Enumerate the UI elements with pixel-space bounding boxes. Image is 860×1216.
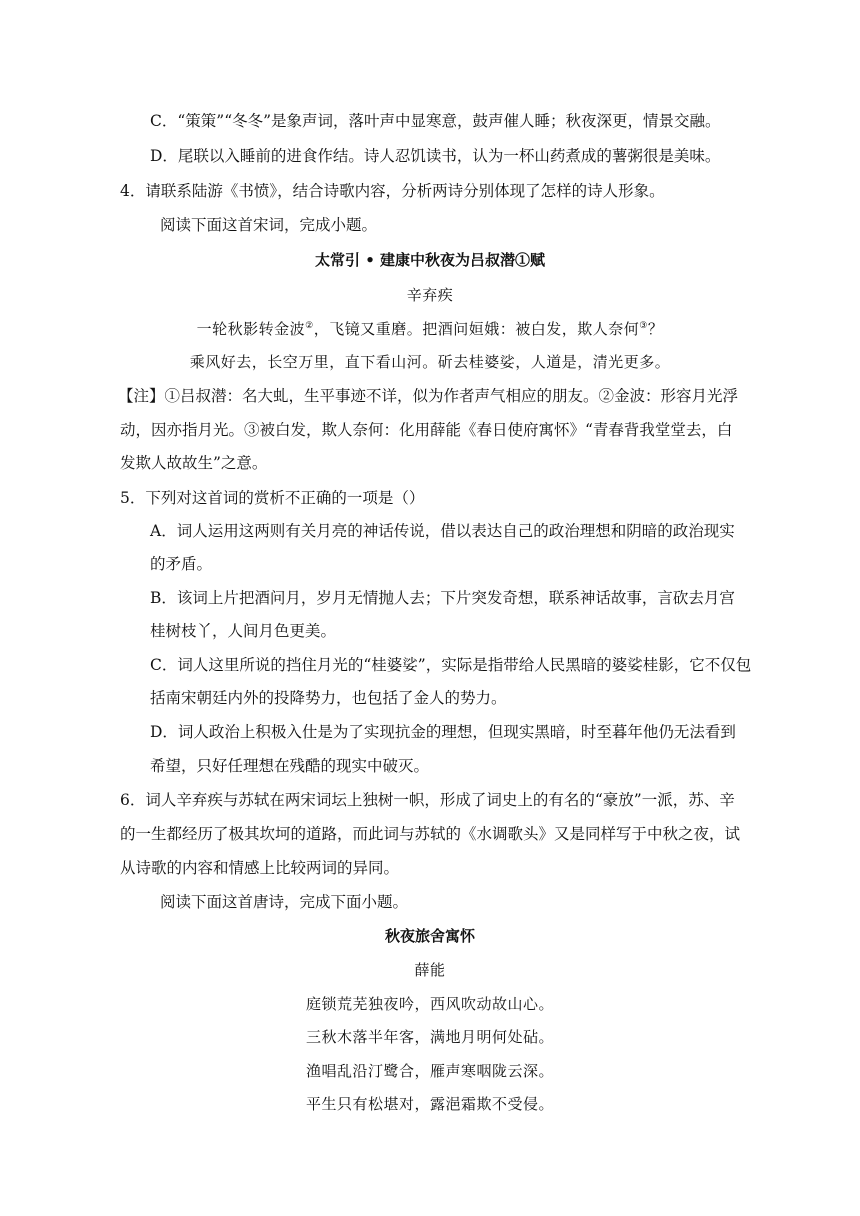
question-5: 5．下列对这首词的赏析不正确的一项是（） [120,489,425,507]
q5-option-c-line-2: 括南宋朝廷内外的投降势力，也包括了金人的势力。 [150,689,507,707]
poem2-author: 薛能 [414,961,446,979]
question-4: 4．请联系陆游《书愤》，结合诗歌内容，分析两诗分别体现了怎样的诗人形象。 [120,182,665,200]
poem2-line-4: 平生只有松堪对，露浥霜欺不受侵。 [305,1095,554,1113]
q5-option-b-line-2: 桂树枝丫，人间月色更美。 [150,622,337,640]
footnote-marker-3: ③ [639,321,648,331]
q5-option-d-line-1: D．词人政治上积极入仕是为了实现抗金的理想，但现实黑暗，时至暮年他仍无法看到 [150,723,736,741]
poem1-line-2: 乘风好去，长空万里，直下看山河。斫去桂婆娑，人道是，清光更多。 [189,353,671,371]
question-6-line-2: 的一生都经历了极其坎坷的道路，而此词与苏轼的《水调歌头》又是同样写于中秋之夜，试 [120,825,741,843]
poem2-title: 秋夜旅舍寓怀 [384,927,475,945]
poem2-line-2: 三秋木落半年客，满地月明何处砧。 [305,1028,554,1046]
poem1-title: 太常引 • 建康中秋夜为吕叔潜①赋 [314,251,546,269]
q5-option-d-line-2: 希望，只好任理想在残酷的现实中破灭。 [150,757,430,775]
question-6-line-1: 6．词人辛弃疾与苏轼在两宋词坛上独树一帜，形成了词史上的有名的“豪放”一派，苏、辛 [120,791,735,809]
note-line-3: 发欺人故故生”之意。 [120,454,268,472]
q5-option-b-line-1: B．该词上片把酒问月，岁月无情抛人去；下片突发奇想，联系神话故事，言砍去月宫 [150,589,735,607]
poem2-line-1: 庭锁荒芜独夜吟，西风吹动故山心。 [305,995,554,1013]
poem1-line-1-part-c: ？ [647,320,664,338]
note-line-2: 动，因亦指月光。③被白发，欺人奈何：化用薛能《春日使府寓怀》“青春背我堂堂去，白 [120,421,733,439]
q5-option-a-line-1: A．词人运用这两则有关月亮的神话传说，借以表达自己的政治理想和阴暗的政治现实 [150,522,735,540]
question-6-line-3: 从诗歌的内容和情感上比较两词的异同。 [120,859,400,877]
poem1-line-1-part-a: 一轮秋影转金波 [196,320,306,338]
reading-intro-1: 阅读下面这首宋词，完成小题。 [160,216,378,234]
q3-option-c: C．“策策”“冬冬”是象声词，落叶声中显寒意，鼓声催人睡；秋夜深更，情景交融。 [150,112,721,130]
note-line-1: 【注】①吕叔潜：名大虬，生平事迹不详，似为作者声气相应的朋友。②金波：形容月光浮 [118,387,739,405]
poem2-line-3: 渔唱乱沿汀鹭合，雁声寒咽陇云深。 [305,1062,554,1080]
poem1-line-1 [120,319,740,339]
q5-option-a-line-2: 的矛盾。 [150,555,213,573]
poem1-author: 辛弃疾 [406,286,454,304]
footnote-marker-2: ② [305,321,314,331]
reading-intro-2: 阅读下面这首唐诗，完成下面小题。 [160,893,409,911]
poem1-line-1-part-b: ，飞镜又重磨。把酒问姮娥：被白发，欺人奈何 [313,320,640,338]
q5-option-c-line-1: C．词人这里所说的挡住月光的“桂婆娑”，实际是指带给人民黑暗的婆娑桂影，它不仅包 [150,656,752,674]
q3-option-d: D．尾联以入睡前的进食作结。诗人忍饥读书，认为一杯山药煮成的薯粥很是美味。 [150,147,721,165]
